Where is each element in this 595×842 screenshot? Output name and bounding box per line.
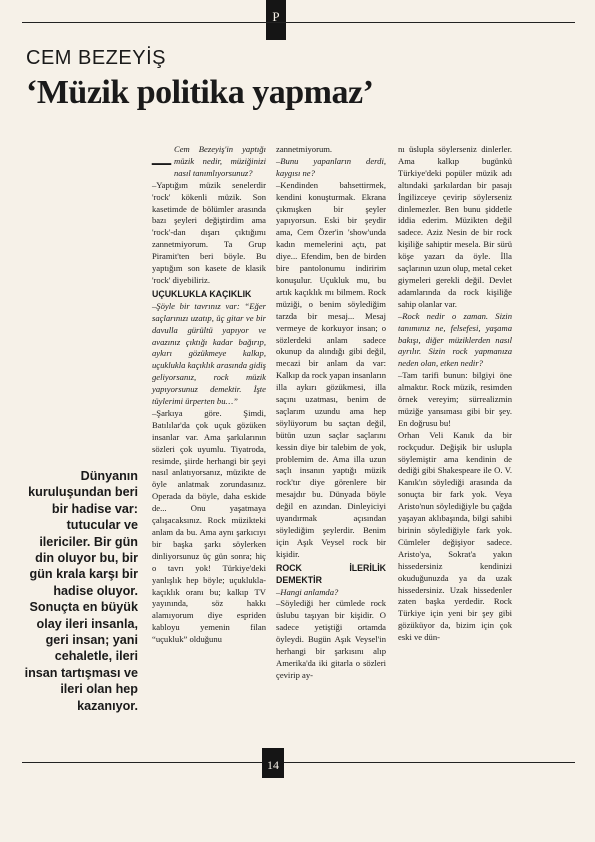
top-rule <box>22 22 575 23</box>
subheading: UÇUKLUKLA KAÇIKLIK <box>152 288 252 299</box>
drop-cap: – <box>152 140 171 182</box>
answer: Orhan Veli Kanık da bir rockçudur. Değişik bir uslupla söylemiştir ama kendinin de dediği gibi Shakespeare ile O. V. Kanık'ın söylediği arasında da sonuçta bir fark yok. Veya Aristo'nun söylediğiyle bu çağda yaşayan aklıbaşında, bilgi sahibi birinin söylediğiyle fark yok. Cümleler değişiyor sadece. Aristo'ya, Sokrat'a yakın hissedersiniz kendinizi okuduğunuzda ya da uzak hissedersiniz. Uzak hissedenler zaten başka yerdedir. Rock Türkiye için yeni bir şey gibi gözüküyor da, bizim için çok eski ve dün- <box>398 429 512 643</box>
bottom-rule <box>22 762 575 763</box>
answer: –Yaptığım müzik senelerdir 'rock' kökenli müzik. Son kasetimde de bölümler arasında bazı şeyleri değiştirdim ama 'rock'-dan dışarı çıktığımı zannetmiyorum. Ta Grup Piramit'ten beri böyle. Bu yaptığım son kasete de klasik 'rock' diyebiliriz. <box>152 179 266 285</box>
question: –Hangi anlamda? <box>276 586 339 597</box>
section-letter: P <box>272 9 280 24</box>
question: –Rock nedir o zaman. Sizin tanımınız ne, felsefesi, yaşama bakışı, diğer müziklerden nasıl ayrılır. Sizin rock yapmanıza neden olan, etken nedir? <box>398 310 512 369</box>
answer: –Tam tarifi bunun: bilgiyi öne almaktır. Rock müzik, resimden örnek vereyim; sürrealizmin müziğe yansıması gibi bir şey. En doğrusu bu! <box>398 370 512 428</box>
answer: –Söylediği her cümlede rock üslubu taşıyan bir kişidir. O sadece yetiştiği ortamda öyleydi. Bugün Aşık Veysel'in herhangi bir şarkısını alıp Amerika'da iki gitarla o sözleri çevirip ay- <box>276 598 386 680</box>
page-number-tab <box>262 748 284 778</box>
page-number: 14 <box>267 758 279 772</box>
subheading: ROCK İLERİLİK DEMEKTİR <box>276 562 386 585</box>
pull-quote: Dünyanın kuruluşundan beri bir hadise var: tutucular ve ilericiler. Bir gün din oluyor bu, bir gün krala karşı bir hadise oluyor. Sonuçta en büyük olay ileri insanla, geri insan; yani cehaletle, ileri insan tartışması ve ileri olan hep kazanıyor. <box>24 469 138 713</box>
question: –Bunu yapanların derdi, kaygısı ne? <box>276 155 386 178</box>
author-name: CEM BEZEYİŞ <box>26 47 166 69</box>
question: Cem Bezeyiş'in yaptığı müzik nedir, müziğinizi nasıl tanımlıyorsunuz? <box>174 144 266 178</box>
answer: –Kendinden bahsettirmek, kendini konuşturmak. Ekrana çıkmışken bir şeyler yapıyorsun. Eski bir şeydir ama, Cem Özer'in 'show'unda kadın memelerini açtı, pat diye... Efendim, ben de birden bire pantolonumu indiririm konuşulur. Uçukluk mu, bu artık kaçıklık mı bilmem. Rock müziği, o benim söylediğim tarzda bir mesaj... Mesaj vermeye de korkuyor insan; o sözlerdeki anlam sadece okunup da alındığı gibi değil, mecazi bir anlam da var: Kalkıp da rock yapan insanların illa aykırı gözükmesi, illa saçını uzatması, benim de saçlarım uzundu ama hep söylüyorum bu saçtan değil, bütün uzun saçlar saçlarını kessin diye bir talebim de yok, problemim de. Ama illa uzun saçlı insanın yaptığı müzik rock'tır diye görenlere bir mesajdır bu. Dünyada böyle değil en azından. Dinleyiciyi uyandırmak açısından söylediğim şeylerdir. Benim için Aşık Veysel rock bir kişidir. <box>276 179 386 559</box>
answer: nı üslupla söylerseniz dinlerler. Ama kalkıp bugünkü Türkiye'deki popüler müzik adı altındaki şarkılardan bir pasajı İngilizceye çevirip söylerseniz dinlemezler. Ben bunu şiddetle iddia ederim. Müzikten değil sadece. Aziz Nesin de bir rock kişiliğe sahiptir mesela. Bir sürü köşe yazarı da öyle. İlla saçlarının uzun olup, metal ceket giymeleri gerekli değil. Devlet adamlarında da rock kişiliğe sahip olanlar var. <box>398 144 512 309</box>
section-tab <box>266 0 286 40</box>
article-title: ‘Müzik politika yapmaz’ <box>26 74 374 111</box>
answer: –Şarkıya göre. Şimdi, Batılılar'da çok uçuk gözüken insanlar var. Ama şarkılarının sözleri çok uyumlu. Tiyatroda, resimde, şiirde herhangi bir şeyi nasıl anlatıyorsanız, müzikte de öyle anlatmak zorundasınız. Operada da böyle, daha eskide de... Onu yaşatmaya çalışacaksınız. Rock müzikteki anlam da bu. Ama aynı şarkıcıyı bir başka şarkı söylerken dinliyorsunuz üç gün sonra; hiç o tavrı yok! Türkiye'deki yanlışlık hep böyle; uçuklukla-kaçıklık oranı bu; kalkıp TV yayınında, söz hakkı alamıyorum diye espriden kabloyu yemenin filan “uçukluk” olduğunu <box>152 407 266 645</box>
text-column-2 <box>276 144 386 682</box>
text-column-3 <box>398 144 512 644</box>
text-column-1 <box>152 140 266 646</box>
answer: zannetmiyorum. <box>276 144 333 154</box>
question: –Şöyle bir tavrınız var: “Eğer saçlarınızı uzatıp, üç gitar ve bir davulla gürültü yapıyor ve avazınız çıktığı kadar bağırıp, aykırı gözükmeye kalkıp, uçuklukla kaçıklık arasında gidiş geliyorsanız, rock müzik yapıyorsunuz demektir. İşte tüylerimi ürperten bu…” <box>152 300 266 407</box>
